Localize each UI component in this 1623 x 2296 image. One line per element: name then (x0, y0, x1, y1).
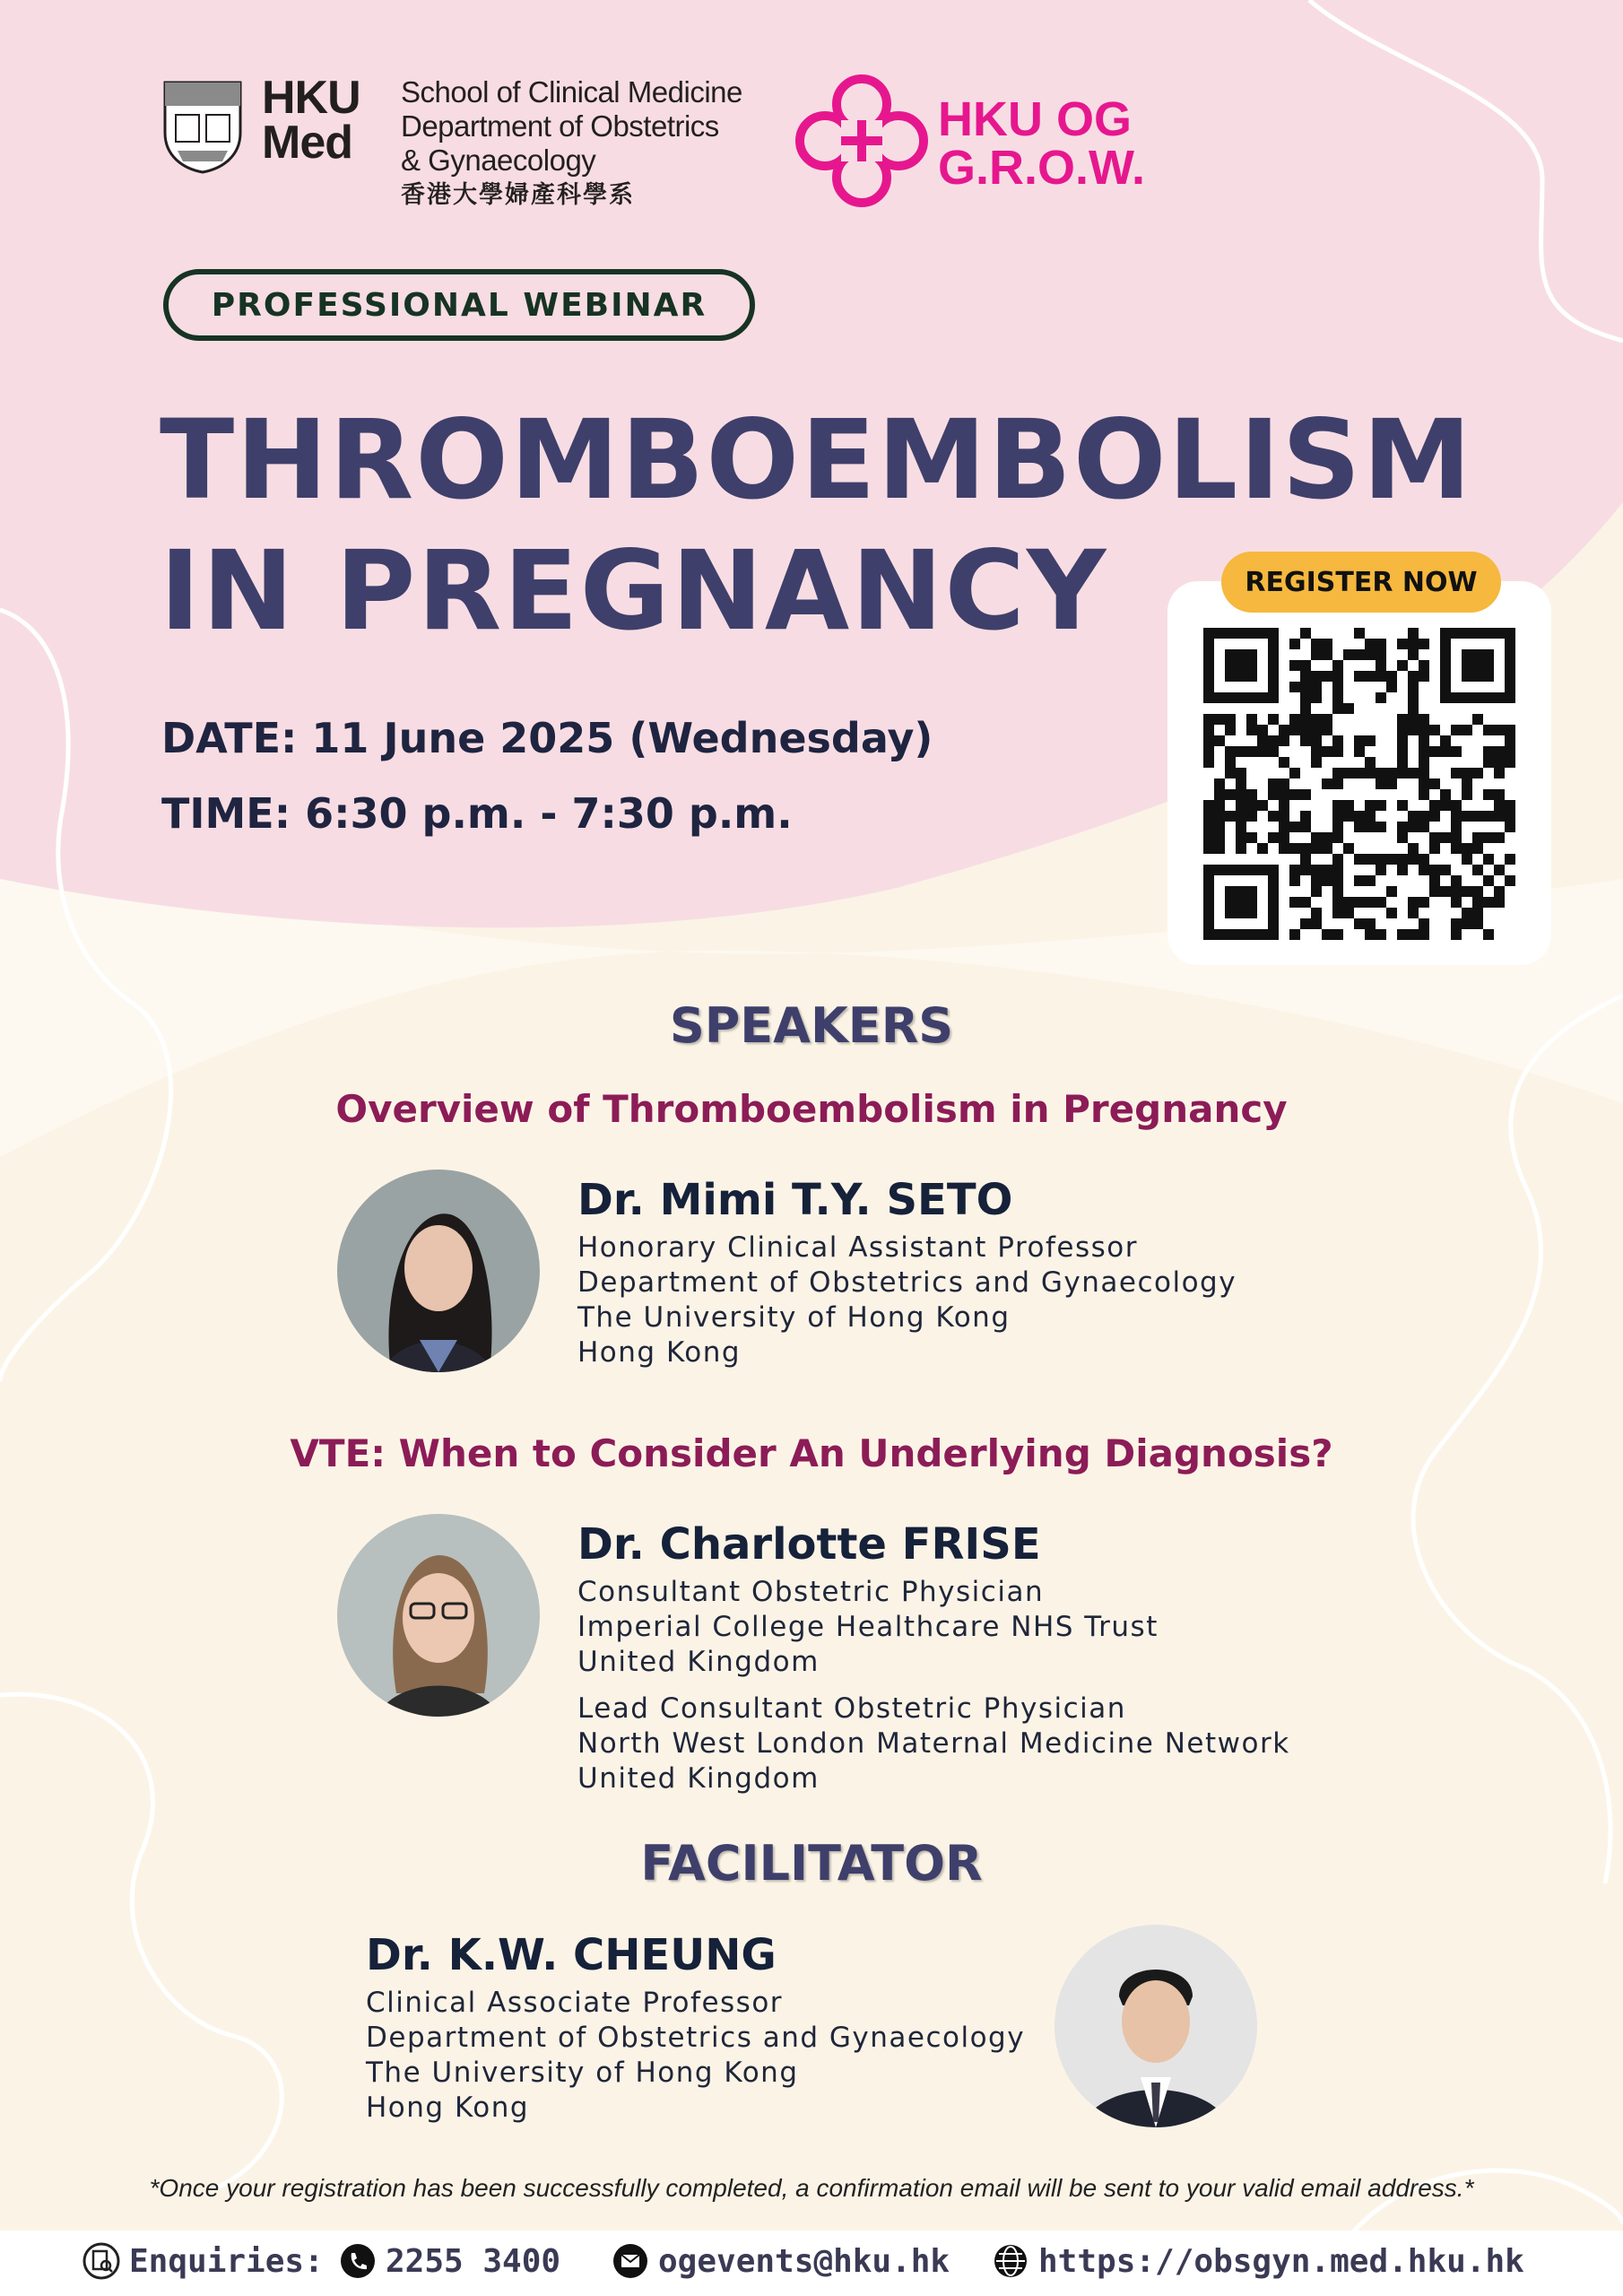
register-now-button[interactable]: REGISTER NOW (1221, 552, 1501, 613)
speaker-seto-name: Dr. Mimi T.Y. SETO (577, 1175, 1013, 1225)
speaker-frise-photo (337, 1514, 540, 1717)
facilitator-name: Dr. K.W. CHEUNG (366, 1930, 777, 1980)
speaker-frise-name: Dr. Charlotte FRISE (577, 1519, 1041, 1570)
speaker-frise-affiliation-1: Consultant Obstetric Physician Imperial College Healthcare NHS Trust United Kingdom (577, 1576, 1159, 1678)
speakers-heading: SPEAKERS (669, 997, 954, 1054)
speaker-frise-affiliation-2: Lead Consultant Obstetric Physician North West London Maternal Medicine Network United Kingdom (577, 1692, 1290, 1795)
facilitator-cheung-photo (1055, 1925, 1257, 2127)
speaker-seto-affiliation: Honorary Clinical Assistant Professor Department of Obstetrics and Gynaecology The University of Hong Kong Hong Kong (577, 1231, 1237, 1369)
footer-phone[interactable]: 2255 3400 (339, 2239, 560, 2283)
enquiry-document-icon (82, 2242, 120, 2280)
talk-2-title: VTE: When to Consider An Underlying Diagnosis? (290, 1431, 1333, 1475)
webinar-badge: PROFESSIONAL WEBINAR (163, 269, 755, 341)
footer-email[interactable]: ogevents@hku.hk (612, 2239, 950, 2283)
og-grow-wordmark: HKU OG G.R.O.W. (938, 92, 1146, 195)
og-grow-flower-icon (794, 74, 929, 208)
globe-icon (992, 2242, 1029, 2280)
hku-crest-logo (160, 79, 246, 174)
school-name: School of Clinical Medicine Department of Obstetrics & Gynaecology 香港大學婦產科學系 (401, 75, 742, 208)
phone-icon (339, 2242, 377, 2280)
event-time: TIME: 6:30 p.m. - 7:30 p.m. (161, 789, 793, 838)
speaker-seto-photo (337, 1170, 540, 1372)
talk-1-title: Overview of Thromboembolism in Pregnancy (335, 1087, 1288, 1131)
email-icon (612, 2242, 649, 2280)
footer-website[interactable]: https://obsgyn.med.hku.hk (992, 2239, 1524, 2283)
event-title: THROMBOEMBOLISM IN PREGNANCY (160, 396, 1473, 655)
registration-qr-code[interactable] (1203, 628, 1515, 940)
hku-med-wordmark: HKU Med (262, 72, 360, 169)
event-date: DATE: 11 June 2025 (Wednesday) (161, 714, 933, 762)
registration-note: *Once your registration has been successfully completed, a confirmation email will be sent to your valid email address.* (149, 2174, 1474, 2202)
facilitator-heading: FACILITATOR (640, 1835, 983, 1892)
footer-enquiries: Enquiries: (82, 2239, 324, 2283)
facilitator-affiliation: Clinical Associate Professor Department of Obstetrics and Gynaecology The University of Hong Kong Hong Kong (366, 1987, 1026, 2124)
